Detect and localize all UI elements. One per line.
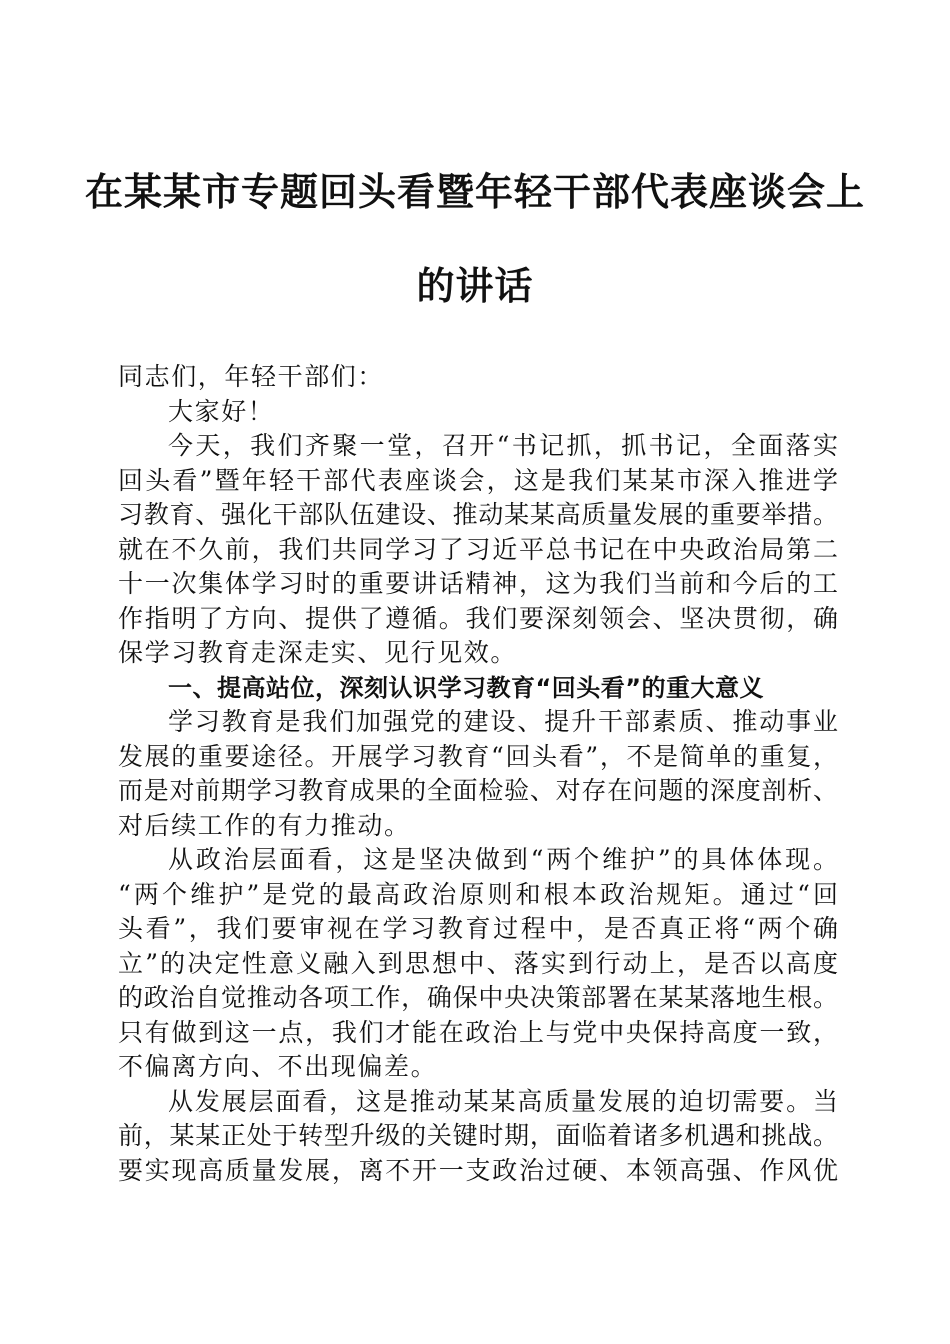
section-heading-1: 一、提高站位，深刻认识学习教育“回头看”的重大意义 [168,673,765,702]
body-line: 习教育、强化干部队伍建设、推动某某高质量发展的重要举措。 [118,500,838,529]
body-line: 保学习教育走深走实、见行见效。 [118,638,518,667]
body-line: 就在不久前，我们共同学习了习近平总书记在中央政治局第二 [118,534,838,564]
body-line: “两个维护”是党的最高政治原则和根本政治规矩。通过“回 [118,879,838,909]
body-line: 从发展层面看，这是推动某某高质量发展的迫切需要。当 [168,1086,838,1116]
body-line: 学习教育是我们加强党的建设、提升干部素质、推动事业 [168,707,838,736]
body-line: 要实现高质量发展，离不开一支政治过硬、本领高强、作风优 [118,1155,838,1185]
document-body [118,360,838,1188]
body-line: 而是对前期学习教育成果的全面检验、对存在问题的深度剖析、 [118,776,838,805]
body-line: 头看”，我们要审视在学习教育过程中，是否真正将“两个确 [118,914,838,943]
body-line: 十一次集体学习时的重要讲话精神，这为我们当前和今后的工 [118,569,838,598]
body-line: 只有做到这一点，我们才能在政治上与党中央保持高度一致， [118,1017,838,1047]
body-line: 从政治层面看，这是坚决做到“两个维护”的具体体现。 [168,845,838,874]
body-line: 立”的决定性意义融入到思想中、落实到行动上，是否以高度 [118,948,838,978]
body-line: 对后续工作的有力推动。 [118,810,411,840]
body-line: 今天，我们齐聚一堂，召开“书记抓，抓书记，全面落实 [168,431,838,460]
body-line: 作指明了方向、提供了遵循。我们要深刻领会、坚决贯彻，确 [118,603,838,633]
greeting: 大家好！ [168,396,275,426]
body-line: 发展的重要途径。开展学习教育“回头看”，不是简单的重复， [118,741,838,771]
body-line: 不偏离方向、不出现偏差。 [118,1052,438,1081]
body-line: 的政治自觉推动各项工作，确保中央决策部署在某某落地生根。 [118,983,838,1012]
document-title-line-2: 的讲话 [416,263,534,308]
document-title-line-1: 在某某市专题回头看暨年轻干部代表座谈会上 [84,169,865,214]
body-line: 回头看”暨年轻干部代表座谈会，这是我们某某市深入推进学 [118,465,838,495]
body-line: 前，某某正处于转型升级的关键时期，面临着诸多机遇和挑战。 [118,1121,838,1150]
salutation: 同志们，年轻干部们： [118,362,385,391]
